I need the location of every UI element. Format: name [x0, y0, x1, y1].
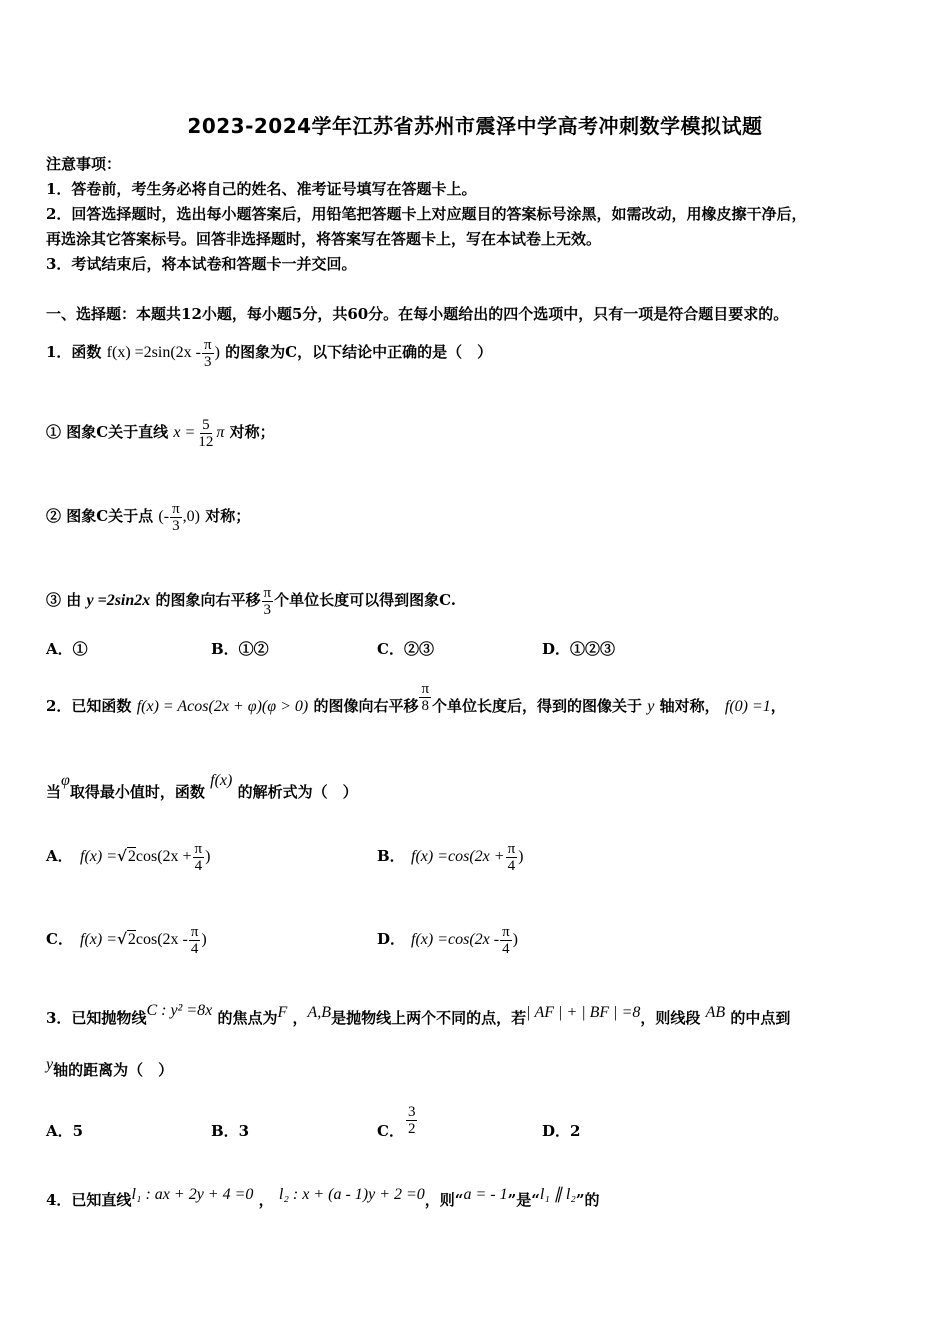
- q4-cond: a = - 1: [463, 1186, 508, 1203]
- q4-par: l₁ ∥ l₂: [539, 1186, 576, 1203]
- q1-s3-end: 个单位长度可以得到图象C.: [274, 591, 456, 609]
- question-1: 1．函数 f(x) =2sin(2x - $\frac{\pi}{3}$ ) 的图象为C，以下结论中正确的是（ ）: [46, 336, 493, 370]
- q1-option-b: B．①②: [211, 640, 269, 658]
- q2-l2c: 的解析式为（ ）: [237, 783, 358, 801]
- q2-optB-num: π: [507, 840, 516, 857]
- q4-comma: ，: [258, 1191, 274, 1209]
- q2-optD-num: π: [502, 923, 510, 940]
- q3-AB2: AB: [705, 1004, 726, 1021]
- q3-option-a: A．5: [46, 1122, 84, 1140]
- q4-end: ”的: [575, 1191, 600, 1209]
- q2-prefix: 2．已知函数: [46, 697, 132, 715]
- q2-optA-cos: cos(2x +: [135, 848, 192, 865]
- q2-optB-f: f(x) =cos(2x +: [411, 848, 505, 865]
- notice-item-3: 3．考试结束后，将本试卷和答题卡一并交回。: [46, 255, 357, 273]
- q1-s2-right: ,0): [182, 508, 200, 525]
- q2-function: f(x) = Acos(2x + φ)(φ > 0): [136, 698, 309, 715]
- notice-heading: 注意事项：: [46, 155, 122, 173]
- q2-frac-num: π: [421, 680, 430, 697]
- q2-l2b: 取得最小值时，函数: [69, 783, 205, 801]
- q4-prefix: 4．已知直线: [46, 1191, 132, 1209]
- q1-s2-left: (-: [158, 508, 170, 525]
- q3-line-2: [46, 1052, 173, 1089]
- q1-s3-fraction: [262, 585, 274, 618]
- q1-s1-pi: π: [216, 424, 225, 441]
- q3-mid4: 的中点到: [730, 1009, 791, 1027]
- q2-option-d: [377, 919, 518, 960]
- q2-option-c: C． f(x) =√2cos(2x - $\frac{\pi}{4}$ ): [46, 919, 207, 960]
- notice-item-2-cont: 再选涂其它答案标号。回答非选择题时，将答案写在答题卡上，写在本试卷上无效。: [46, 230, 602, 248]
- q2-mid1: 的图像向右平移: [313, 697, 419, 715]
- q2-option-a: A． f(x) =√2cos(2x + $\frac{\pi}{4}$ ): [46, 836, 210, 877]
- q1-s3-den: 3: [263, 601, 272, 618]
- q2-optC-label: C．: [46, 930, 73, 948]
- q2-mid3: 轴对称，: [659, 697, 720, 715]
- q1-s1-var: x =: [173, 424, 196, 441]
- q2-optC-f: f(x) =: [80, 931, 117, 948]
- q2-optD-close: ): [512, 931, 518, 948]
- q2-optC-num: π: [190, 923, 199, 940]
- q3-mid2: 是抛物线上两个不同的点，若: [331, 1009, 527, 1027]
- q1-s1-num: 5: [202, 416, 210, 433]
- q2-optC-den: 4: [190, 940, 199, 957]
- q2-mid2: 个单位长度后，得到的图像关于: [432, 697, 643, 715]
- q2-optA-f: f(x) =: [80, 848, 117, 865]
- question-4: [46, 1182, 599, 1219]
- q1-s1-end: 对称；: [229, 423, 275, 441]
- q3-option-d: D．2: [542, 1122, 581, 1140]
- q2-optD-label: D．: [377, 930, 406, 948]
- q3-y: y: [46, 1056, 54, 1073]
- notice-item-1: 1．答卷前，考生务必将自己的姓名、准考证号填写在答题卡上。: [46, 180, 477, 198]
- q1-s2-end: 对称；: [205, 507, 251, 525]
- q1-frac-den: 3: [204, 353, 212, 370]
- q1-s3-num: π: [263, 584, 272, 601]
- q2-optB-close: ): [518, 848, 524, 865]
- q2-optD-frac: [500, 924, 512, 957]
- q1-s2-num: π: [172, 500, 180, 517]
- q2-optD-f: f(x) =cos(2x -: [411, 931, 500, 948]
- q1-s2-text: ② 图象C关于点: [46, 507, 154, 525]
- q2-frac-den: 8: [421, 697, 429, 714]
- q3-optC-den: 2: [407, 1120, 416, 1137]
- q2-l2a: 当: [46, 783, 62, 801]
- q2-optC-sqrt: 2: [127, 931, 136, 948]
- q1-s3-mid: 的图象向右平移: [155, 591, 261, 609]
- q2-phi: φ: [61, 772, 70, 789]
- q1-s2-fraction: [170, 501, 182, 534]
- q4-mid: ，则“: [424, 1191, 464, 1209]
- q1-option-a: A．①: [46, 640, 88, 658]
- q1-function: f(x) =2sin(2x -: [106, 344, 202, 361]
- q1-prefix: 1．函数: [46, 343, 102, 361]
- q2-optB-den: 4: [507, 857, 516, 874]
- q2-f0: f(0) =1: [724, 698, 771, 715]
- q2-line-2: [46, 774, 358, 811]
- q3-option-b: B．3: [211, 1122, 250, 1140]
- q1-suffix: 的图象为C，以下结论中正确的是（ ）: [225, 343, 493, 361]
- q2-y: y: [647, 698, 655, 715]
- q2-optB-frac: [506, 841, 518, 874]
- q1-option-c: C．②③: [377, 640, 434, 658]
- q2-optA-den: 4: [194, 857, 203, 874]
- q4-l1: l₁ : ax + 2y + 4 =0: [131, 1186, 254, 1203]
- q1-s3-text: ③ 由: [46, 591, 82, 609]
- q3-optC-frac: [406, 1104, 418, 1137]
- section-heading: 一、选择题：本题共12小题，每小题5分，共60分。在每小题给出的四个选项中，只有一项是符合题目要求的。: [46, 305, 789, 323]
- question-3: [46, 1000, 790, 1037]
- q3-optC-num: 3: [407, 1103, 416, 1120]
- q1-s1-den: 12: [198, 433, 214, 450]
- q2-optA-num: π: [194, 840, 203, 857]
- q2-optB-label: B．: [377, 847, 405, 865]
- q3-l2: 轴的距离为（ ）: [53, 1061, 174, 1079]
- q3-F: F: [277, 1004, 288, 1021]
- q2-fraction: [419, 681, 431, 714]
- q1-s3-eq: y =2sin2x: [86, 592, 151, 609]
- q2-optA-frac: [193, 841, 205, 874]
- q2-optC-cos: cos(2x -: [135, 931, 188, 948]
- q4-l2: l₂ : x + (a - 1)y + 2 =0: [278, 1186, 425, 1203]
- question-2: [46, 680, 786, 727]
- q3-option-c: [377, 1094, 418, 1144]
- q3-optC-label: C．: [377, 1122, 404, 1140]
- q3-mid3: ，则线段: [640, 1009, 701, 1027]
- q2-optC-frac: [189, 924, 201, 957]
- q3-cond: | AF | + | BF | =8: [526, 1004, 641, 1021]
- q2-option-b: [377, 836, 523, 877]
- q2-optA-close: ): [205, 848, 211, 865]
- q3-prefix: 3．已知抛物线: [46, 1009, 147, 1027]
- q1-statement-1: [46, 414, 275, 451]
- q3-AB: A,B: [307, 1004, 332, 1021]
- q2-optA-label: A．: [46, 847, 73, 865]
- page-title: 2023-2024学年江苏省苏州市震泽中学高考冲刺数学模拟试题: [187, 114, 763, 138]
- q1-s1-text: ① 图象C关于直线: [46, 423, 169, 441]
- notice-item-2: 2．回答选择题时，选出每小题答案后，用铅笔把答题卡上对应题目的答案标号涂黑，如需改动，用橡皮擦干净后，: [46, 205, 807, 223]
- q3-sep: ，: [292, 1009, 308, 1027]
- q1-statement-2: [46, 498, 250, 535]
- q1-fraction: [202, 337, 214, 370]
- q2-optA-sqrt: 2: [127, 848, 136, 865]
- q4-mid2: ”是“: [507, 1191, 540, 1209]
- q3-eq: C : y² =8x: [146, 1002, 213, 1019]
- q1-frac-num: π: [204, 336, 212, 353]
- q2-comma: ，: [770, 697, 786, 715]
- q1-statement-3: [46, 582, 456, 619]
- q1-s2-den: 3: [172, 517, 180, 534]
- q2-fx: f(x): [210, 772, 233, 789]
- q3-mid1: 的焦点为: [217, 1009, 278, 1027]
- q2-optD-den: 4: [502, 940, 510, 957]
- q1-option-d: D．①②③: [542, 640, 616, 658]
- q2-optC-close: ): [201, 931, 207, 948]
- q1-s1-fraction: [196, 417, 215, 450]
